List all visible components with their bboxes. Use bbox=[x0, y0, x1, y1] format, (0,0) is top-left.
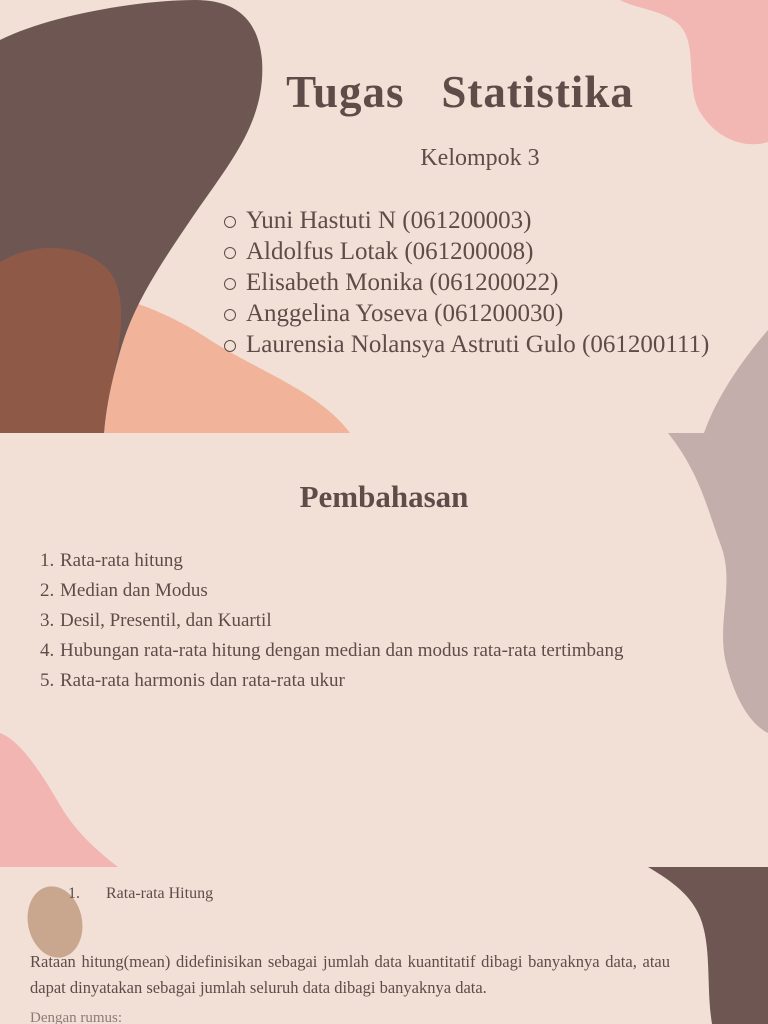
definition-paragraph: Rataan hitung(mean) didefinisikan sebagai jumlah data kuantitatif dibagi banyaknya data, atau dapat dinyatakan sebagai jumlah seluruh data dibagi banyaknya data. bbox=[30, 952, 670, 997]
circle-bullet-icon bbox=[224, 278, 236, 290]
section-heading: Pembahasan bbox=[299, 479, 469, 514]
circle-bullet-icon bbox=[224, 247, 236, 259]
mauve-blob-right bbox=[704, 330, 768, 433]
circle-bullet-icon bbox=[224, 340, 236, 352]
group-label: Kelompok 3 bbox=[420, 145, 540, 171]
mauve-blob-right bbox=[668, 433, 768, 733]
member-item: Aldolfus Lotak (061200008) bbox=[224, 236, 709, 267]
member-list bbox=[224, 205, 709, 360]
topic-item: 5. Rata-rata harmonis dan rata-rata ukur bbox=[40, 670, 345, 691]
member-item: Elisabeth Monika (061200022) bbox=[224, 267, 709, 298]
member-item: Yuni Hastuti N (061200003) bbox=[224, 205, 709, 236]
circle-bullet-icon bbox=[224, 309, 236, 321]
slide-title bbox=[0, 0, 768, 433]
topic-item: 2. Median dan Modus bbox=[40, 580, 208, 601]
brown-blob-overlap bbox=[0, 248, 121, 433]
circle-bullet-icon bbox=[224, 216, 236, 228]
topic-item: 3. Desil, Presentil, dan Kuartil bbox=[40, 610, 272, 631]
member-item: Laurensia Nolansya Astruti Gulo (061200111) bbox=[224, 329, 709, 360]
subsection-heading: 1. Rata-rata Hitung bbox=[68, 885, 214, 902]
slide-title-heading: Tugas Statistika bbox=[286, 67, 634, 117]
pink-blob-bottom-left bbox=[0, 733, 118, 867]
slide-mean bbox=[0, 867, 768, 1024]
topic-item: 4. Hubungan rata-rata hitung dengan median dan modus rata-rata tertimbang bbox=[40, 640, 624, 661]
formula-label: Dengan rumus: bbox=[30, 1010, 123, 1024]
member-item: Anggelina Yoseva (061200030) bbox=[224, 298, 709, 329]
slide-overview bbox=[0, 433, 768, 867]
topic-item: 1. Rata-rata hitung bbox=[40, 550, 183, 571]
topic-list bbox=[40, 546, 623, 696]
